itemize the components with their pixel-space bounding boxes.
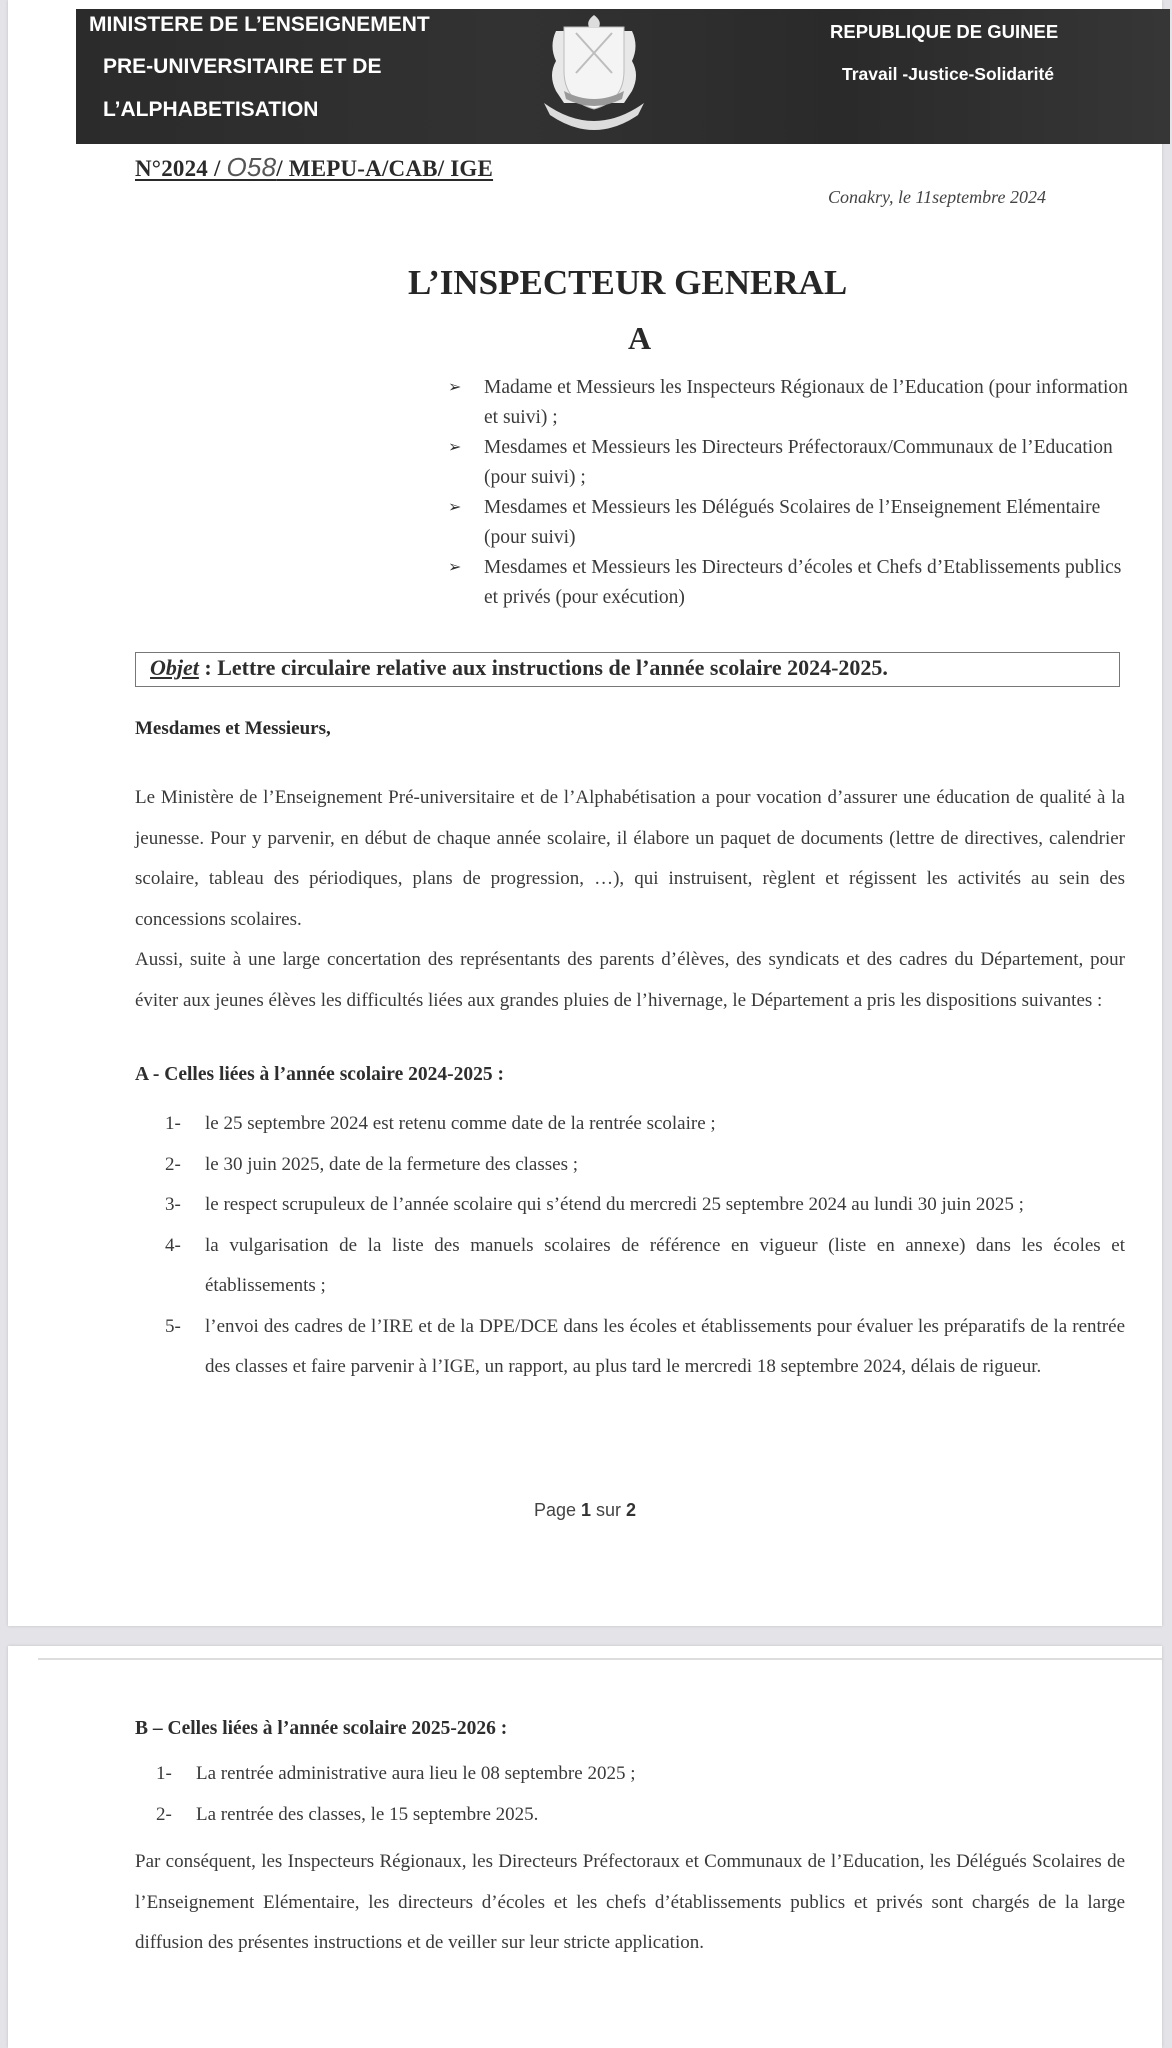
recipient-list (448, 373, 1128, 613)
recipient-item: ➢ Mesdames et Messieurs les Directeurs d’écoles et Chefs d’Etablissements publics et privés (pour exécution) (448, 553, 1128, 613)
subject-box (135, 652, 1120, 687)
list-item: 1- La rentrée administrative aura lieu le 08 septembre 2025 ; (156, 1763, 636, 1784)
sender-title: L’INSPECTEUR GENERAL (408, 263, 848, 302)
country-name: REPUBLIQUE DE GUINEE (830, 21, 1059, 42)
date-line: Conakry, le 11septembre 2024 (828, 187, 1046, 207)
ministry-line-1: MINISTERE DE L’ENSEIGNEMENT (89, 13, 430, 36)
arrow-bullet-icon: ➢ (448, 499, 462, 516)
page-edge-line (38, 1658, 1162, 1660)
list-item: 3- le respect scrupuleux de l’année scolaire qui s’étend du mercredi 25 septembre 2024 au lundi 30 juin 2025 ; (165, 1194, 1024, 1215)
subject-label: Objet (150, 655, 199, 680)
reference-prefix: N°2024 / (135, 156, 227, 181)
list-item: 1- le 25 septembre 2024 est retenu comme date de la rentrée scolaire ; (165, 1113, 716, 1134)
document-page-2 (8, 1646, 1162, 2048)
national-motto: Travail -Justice-Solidarité (842, 64, 1055, 84)
salutation: Mesdames et Messieurs, (135, 718, 331, 739)
body-paragraph-2: Aussi, suite à une large concertation des représentants des parents d’élèves, des syndicats et des cadres du Département, pour éviter aux jeunes élèves les difficultés liées aux grandes pluies de l’hivernage, le Département a pris les dispositions suivantes : (135, 949, 1125, 1011)
section-a-list (165, 1104, 1125, 1388)
subject-text: : Lettre circulaire relative aux instructions de l’année scolaire 2024-2025. (198, 655, 888, 680)
page-number: Page 1 sur 2 (533, 1500, 637, 1520)
list-item: 5- l’envoi des cadres de l’IRE et de la DPE/DCE dans les écoles et établissements pour évaluer les préparatifs de la rentrée des classes et faire parvenir à l’IGE, un rapport, au plus tard le mercredi 18 septembre 2024, délais de rigueur. (165, 1315, 1125, 1377)
list-item: 2- le 30 juin 2025, date de la fermeture des classes ; (165, 1153, 579, 1175)
section-b-heading: B – Celles liées à l’année scolaire 2025-2026 : (135, 1718, 508, 1739)
list-item: 2- La rentrée des classes, le 15 septembre 2025. (156, 1803, 539, 1825)
section-a-heading: A - Celles liées à l’année scolaire 2024-2025 : (135, 1064, 504, 1085)
reference-number (135, 152, 493, 183)
document-page-1 (8, 0, 1162, 1626)
ministry-line-2: PRE-UNIVERSITAIRE ET DE (103, 55, 382, 78)
reference-suffix: / MEPU-A/CAB/ IGE (276, 156, 494, 181)
arrow-bullet-icon: ➢ (448, 559, 462, 576)
arrow-bullet-icon: ➢ (448, 439, 462, 456)
letterhead-band (76, 9, 1170, 144)
recipient-item: ➢ Madame et Messieurs les Inspecteurs Régionaux de l’Education (pour information et suivi) ; (448, 373, 1128, 433)
addressee-marker: A (628, 320, 652, 356)
ministry-line-3: L’ALPHABETISATION (103, 98, 319, 121)
recipient-item: ➢ Mesdames et Messieurs les Délégués Scolaires de l’Enseignement Elémentaire (pour suivi) (448, 493, 1128, 553)
list-item: 4- la vulgarisation de la liste des manuels scolaires de référence en vigueur (liste en annexe) dans les écoles et établissements ; (165, 1234, 1125, 1296)
coat-of-arms-icon (534, 11, 654, 139)
recipient-item: ➢ Mesdames et Messieurs les Directeurs Préfectoraux/Communaux de l’Education (pour suivi) ; (448, 433, 1128, 493)
section-b-list (156, 1754, 1116, 1835)
body-paragraph-3: Par conséquent, les Inspecteurs Régionaux, les Directeurs Préfectoraux et Communaux de l’Education, les Délégués Scolaires de l’Enseignement Elémentaire, les directeurs d’écoles et les chefs d’établissements publics et privés sont chargés de la large diffusion des présentes instructions et de veiller sur leur stricte application. (135, 1851, 1125, 1953)
body-paragraph-1: Le Ministère de l’Enseignement Pré-universitaire et de l’Alphabétisation a pour vocation d’assurer une éducation de qualité à la jeunesse. Pour y parvenir, en début de chaque année scolaire, il élabore un paquet de documents (lettre de directives, calendrier scolaire, tableau des périodiques, plans de progression, …), qui instruisent, règlent et régissent les activités au sein des concessions scolaires. (135, 787, 1125, 930)
arrow-bullet-icon: ➢ (448, 379, 462, 396)
reference-handwritten-number: O58 (226, 152, 277, 182)
